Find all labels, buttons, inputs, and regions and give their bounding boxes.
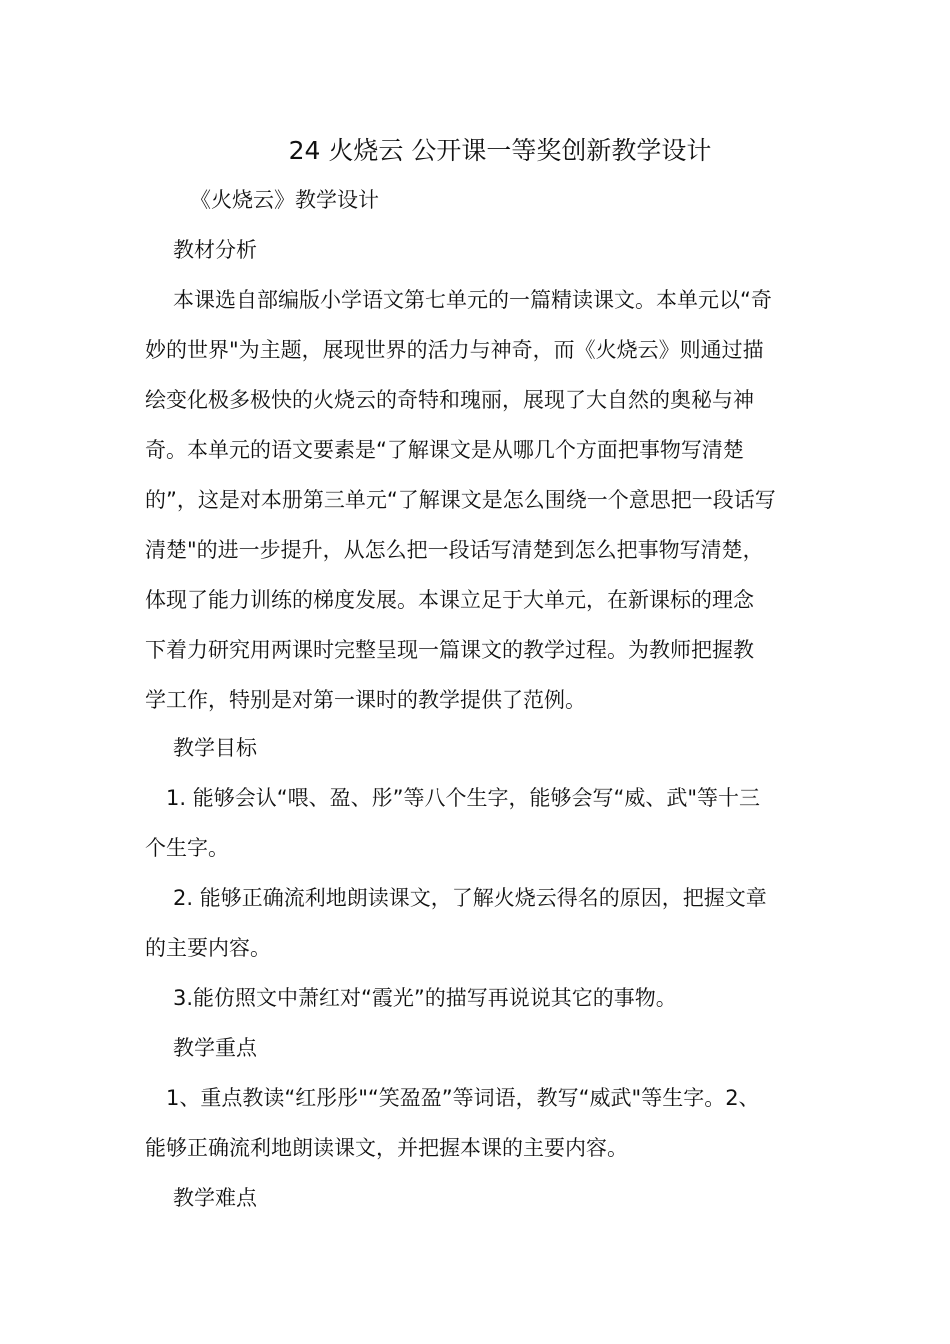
section-heading-material: 教材分析 [173, 238, 257, 262]
goal-item-2-continued: 的主要内容。 [145, 936, 271, 960]
material-line: 绘变化极多极快的火烧云的奇特和瑰丽，展现了大自然的奥秘与神 [145, 388, 754, 412]
key-point-line-continued: 能够正确流利地朗读课文，并把握本课的主要内容。 [145, 1136, 628, 1160]
material-line: 本课选自部编版小学语文第七单元的一篇精读课文。本单元以“奇 [173, 288, 772, 312]
document-subtitle: 《火烧云》教学设计 [190, 188, 379, 212]
document-title: 24 火烧云 公开课一等奖创新教学设计 [288, 136, 712, 165]
material-line: 妙的世界"为主题，展现世界的活力与神奇，而《火烧云》则通过描 [145, 338, 764, 362]
section-heading-goals: 教学目标 [173, 736, 257, 760]
material-line: 的”，这是对本册第三单元“了解课文是怎么围绕一个意思把一段话写 [145, 488, 776, 512]
section-heading-difficulty: 教学难点 [173, 1186, 257, 1210]
material-line: 学工作，特别是对第一课时的教学提供了范例。 [145, 688, 586, 712]
goal-item-1: 1. 能够会认“喂、盈、彤”等八个生字，能够会写“威、武"等十三 [166, 786, 761, 810]
material-line: 清楚"的进一步提升，从怎么把一段话写清楚到怎么把事物写清楚， [145, 538, 764, 562]
goal-item-2: 2. 能够正确流利地朗读课文，了解火烧云得名的原因，把握文章 [173, 886, 767, 910]
material-line: 体现了能力训练的梯度发展。本课立足于大单元，在新课标的理念 [145, 588, 754, 612]
section-heading-key: 教学重点 [173, 1036, 257, 1060]
material-line: 奇。本单元的语文要素是“了解课文是从哪几个方面把事物写清楚 [145, 438, 744, 462]
key-point-line: 1、重点教读“红彤彤"“笑盈盈”等词语，教写“威武"等生字。2、 [166, 1086, 760, 1110]
material-line: 下着力研究用两课时完整呈现一篇课文的教学过程。为教师把握教 [145, 638, 754, 662]
goal-item-1-continued: 个生字。 [145, 836, 229, 860]
goal-item-3: 3.能仿照文中萧红对“霞光”的描写再说说其它的事物。 [173, 986, 677, 1010]
